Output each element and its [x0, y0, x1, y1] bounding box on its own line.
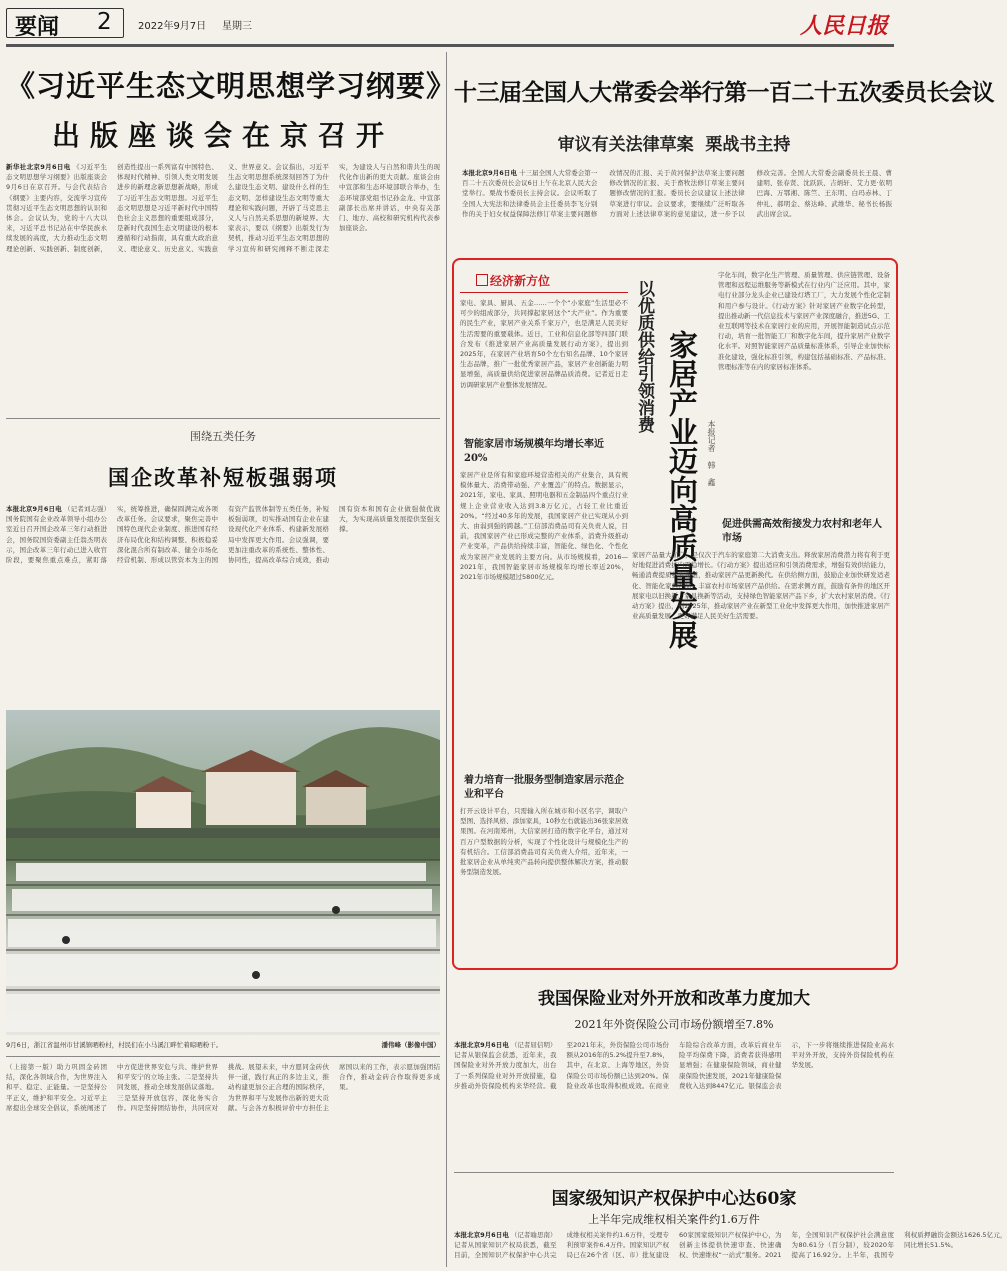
article-body: [6, 162, 440, 422]
body-text: （记者刘志强）国务院国有企业改革领导小组办公室近日召开国企改革三年行动推进会，国务院国资委副主任翁杰明表示，国企改革三年行动已进入收官阶段，要聚焦重点难点，紧盯落实，统筹推进，确保圆满完成各项改革任务。会议要求，聚焦完善中国特色现代企业制度、推进国有经济布局优化和结构调整、积极稳妥深化混合所有制改革、健全市场化经营机制、形成以管资本为主的国有资产监管体制等五类任务，补短板强弱项，切实推动国有企业在建设现代化产业体系、构建新发展格局中发挥更大作用。会议强调，要更加注重改革的系统性、整体性、协同性，提高改革综合成效，推动国有资本和国有企业做强做优做大，为实现高质量发展提供坚强支撑。: [6, 505, 440, 565]
subheadline: 2021年外资保险公司市场份额增至7.8%: [574, 1018, 774, 1031]
section1-text: 家居产业是所有和家庭环境营造相关的产业集合，具有规模体量大、消费带动强、产业覆盖广的特点。数据显示，2021年，家电、家具、照明电器和五金制品四个重点行业规上企业营业收入达到3.8万亿元，占轻工业比重近20%。“经过40多年的发展，我国家居产业已实现从小到大、由弱到强的跨越。”工信部消费品司有关负责人说，目前，我国家居产业已形成完整的产业体系，消费升级推动产业变革，产品供给持续丰富，智能化、绿色化、个性化成为家居产业发展的主要方向。从市场规模看，2016—2021年，我国智能家居市场规模年均增长率近20%，2021年市场规模超过5800亿元。: [460, 471, 628, 582]
section1-title: 智能家居市场规模年均增长率近20%: [464, 439, 604, 464]
page-number: 2: [97, 9, 112, 35]
body-text: （上接第一版）助力巩固金砖团结，深化各领域合作，为世界注入和平、稳定、正能量。一是坚持公平正义，维护和平安全。习近平主席提出全球安全倡议，系统阐述了中方促进世界安危与共、维护世界和平安宁的立场主张。二是坚持共同发展，推动全球发展倡议落地。三是坚持开放包容，深化务实合作。四是坚持团结协作，共同应对挑战。展望未来，中方愿同金砖伙伴一道，践行真正的多边主义，推动构建更加公正合理的国际秩序，为世界和平与发展作出新的更大贡献。与会各方积极评价中方担任主席国以来的工作，表示愿加强团结合作，推动金砖合作取得更多成果。: [6, 1063, 440, 1112]
headline: 国企改革补短板强弱项: [108, 465, 338, 490]
newspaper-logo: 人民日报: [800, 13, 889, 39]
feature-headline: 家居产业迈向高质量发展: [665, 330, 699, 649]
headline: 《习近平生态文明思想学习纲要》: [6, 69, 457, 103]
dateline: 本报北京9月6日电: [6, 505, 62, 513]
continued-article: [6, 1062, 440, 1267]
photo-illustration: [6, 710, 440, 1035]
dateline: 本报北京9月6日电: [454, 1041, 509, 1049]
headline: 十三届全国人大常委会举行第一百二十五次委员长会议: [454, 79, 994, 106]
body-text: 十三届全国人大常委会第一百二十五次委员长会议6日上午在北京人民大会堂举行。栗战书委员长主持会议。会议听取了全国人大宪法和法律委员会主任委员李飞分别作的关于妇女权益保障法修订草案主要问题修改情况的汇报、关于黄河保护法草案主要问题修改情况的汇报、关于畜牧法修订草案主要问题修改情况的汇报。委员长会议建议上述法律草案进行审议。会议要求，要继续广泛听取各方面对上述法律草案的意见建议，进一步予以修改完善。全国人大常委会副委员长王晨、曹建明、张春贤、沈跃跃、吉炳轩、艾力更·依明巴海、万鄂湘、陈竺、王东明、白玛赤林、丁仲礼、郝明金、蔡达峰、武维华、秘书长杨振武出席会议。: [462, 169, 892, 218]
section3-body: [632, 550, 890, 962]
masthead: [0, 0, 900, 44]
soe-reform-article: [6, 422, 440, 704]
section2-title: 着力培育一批服务型制造家居示范企业和平台: [464, 775, 624, 800]
subheadline: 上半年完成维权相关案件约1.6万件: [588, 1213, 760, 1226]
photo-credit: 潘伟峰（影像中国）: [381, 1041, 440, 1049]
issue-date: 2022年9月7日: [138, 21, 207, 32]
feature-article: [452, 258, 898, 970]
news-photo: [6, 710, 440, 1035]
body-text: 《习近平生态文明思想学习纲要》出版座谈会9月6日在京召开。与会代表结合《纲要》主要内容，交流学习宣传贯彻习近平生态文明思想的认识和体会。会议认为，党的十八大以来，习近平总书记站在中华民族永续发展的高度，大力推动生态文明理论创新、实践创新、制度创新，创造性提出一系列富有中国特色、体现时代精神、引领人类文明发展进步的新理念新思想新战略，形成了习近平生态文明思想。习近平生态文明思想是习近平新时代中国特色社会主义思想的重要组成部分，是新时代我国生态文明建设的根本遵循和行动指南，具有重大政治意义、理论意义、历史意义、实践意义、世界意义。会议指出，习近平生态文明思想系统深刻回答了为什么建设生态文明、建设什么样的生态文明、怎样建设生态文明等重大理论和实践问题，开辟了马克思主义人与自然关系思想的新境界。大家表示，要以《纲要》出版发行为契机，推动习近平生态文明思想的学习宣传和研究阐释不断走深走实，为建设人与自然和谐共生的现代化作出新的更大贡献。座谈会由中宣部和生态环境部联合举办，生态环境部党组书记孙金龙、中宣部副部长出席并讲话，中央有关部门、地方、高校和研究机构代表参加座谈会。: [6, 163, 440, 253]
feature-intro: [460, 298, 628, 438]
caption-text: 9月6日，浙江省温州市甘溪镇晒粉村，村民们在小马溪江畔忙着晾晒粉干。: [6, 1041, 223, 1049]
issue-weekday: 星期三: [222, 21, 252, 32]
section2-body: [460, 806, 628, 962]
article-body: [454, 1230, 1007, 1268]
lead-article-right: [454, 52, 994, 252]
article-body: [454, 1040, 894, 1168]
dateline: 本报北京9月6日电: [462, 169, 517, 177]
section3-text: 家居产品量大面广，是仅次于汽车的家庭第二大消费支出。释放家居消费潜力将有利于更好地促进消费扩内需稳增长。《行动方案》提出适应和引领消费需求，增强有效供给能力，畅通消费提质扩容渠道，推动家居产品更新换代。在供给侧方面，鼓励企业加快研发适老化、智能化家居产品，丰富农村市场家居产品供给。在需求侧方面，鼓励有条件的地区开展家电以旧换新、家具换新等活动，支持绿色智能家居产品下乡，扩大农村家居消费。《行动方案》提出，到2025年，推动家居产业在新型工业化中发挥更大作用，加快推进家居产业高质量发展，更好满足人民美好生活需要。: [632, 551, 890, 621]
column-tag: [476, 272, 550, 289]
body-text: （记者喻思南）记者从国家知识产权局获悉，截至目前，全国知识产权保护中心共完成维权相关案件约1.6万件，受理专利预审案件6.4万件。国家知识产权局已在26个省（区、市）批复建设60家国家级知识产权保护中心，为创新主体提供快速审查、快速确权、快速维权“一站式”服务。2021年，全国知识产权保护社会满意度为80.61分（百分制），较2020年提高了16.92分。上半年，我国专利权质押融资金额达1626.5亿元，同比增长51.5%。: [454, 1231, 1007, 1260]
insurance-article: [454, 974, 894, 1172]
col2-text: 字化车间，数字化生产管理、质量管理、供应链管理、设备管理和远程运维服务等新模式在行业内广泛应用。其中，家电行业部分龙头企业已建设灯塔工厂，大力发展个性化定制和用户参与设计。《行动方案》针对家居产业数字化转型，提出推动新一代信息技术与家居产业深度融合，推进5G、工业互联网等技术在家居行业的应用，开展智能制造试点示范行动，培育一批智能工厂和数字化车间，提升家居产业数字化水平。对照智能家居产品质量标准体系，引导企业加快标准化建设，强化标准引领，构建包括基础标准、产品标准、管理标准等在内的家居标准体系。: [718, 271, 890, 371]
kicker: 围绕五类任务: [190, 430, 256, 443]
headline: 国家级知识产权保护中心达60家: [551, 1189, 797, 1209]
subheadline: 出版座谈会在京召开: [51, 119, 394, 152]
subheadline: 审议有关法律草案 栗战书主持: [557, 135, 791, 155]
headline: 我国保险业对外开放和改革力度加大: [538, 989, 810, 1009]
feature-col2: [718, 270, 890, 520]
dateline: 本报北京9月6日电: [454, 1231, 509, 1239]
column-tag-icon: [476, 274, 488, 286]
intro-text: 家电、家具、厨具、五金……一个个“小家庭”生活里必不可少的组成部分，共同撑起家居这个“大产业”。作为重要的民生产业，家居产业关系千家万户，也是满足人民美好生活需要的重要载体。近日，工业和信息化部等四部门联合发布《推进家居产业高质量发展行动方案》，提出到2025年，在家居产业培育50个左右知名品牌、10个家居生态品牌，推广一批优秀家居产品，家居产业创新能力明显增强，高质量供给促进家居品牌品质消费。记者近日走访调研家居产业整体发展情况。: [460, 299, 628, 389]
tagline: 以优质供给引领消费: [634, 280, 654, 433]
byline: 本报记者 韩 鑫: [707, 420, 716, 486]
section-name: 要闻: [15, 15, 60, 40]
ip-article: [454, 1176, 1007, 1268]
article-body: [6, 504, 440, 702]
section3-title: 促进供需高效衔接发力农村和老年人市场: [722, 519, 882, 544]
column-name: 经济新方位: [490, 274, 551, 288]
photo-caption: [6, 1040, 440, 1054]
section-label: [6, 8, 124, 38]
body-text: （记者屈信明）记者从银保监会获悉，近年来，我国保险业对外开放力度加大，出台了一系列保险业对外开放措施，稳步推动外资保险机构来华经营。截至2021年末，外资保险公司市场份额从2016年的5.2%提升至7.8%，其中，在北京、上海等地区，外资保险公司市场份额已达到20%。保险业改革也取得积极成效。在商业车险综合改革方面，改革后商业车险平均保费下降，消费者获得感明显增强；在健康保险领域，商业健康保险快速发展，2021年健康险保费收入达到8447亿元。银保监会表示，下一步将继续推进保险业高水平对外开放，支持外资保险机构在华发展。: [454, 1041, 894, 1090]
dateline: 新华社北京9月6日电: [6, 163, 71, 171]
lead-article-left: [6, 52, 457, 420]
article-body: [462, 168, 892, 250]
section2-text: 打开云设计平台，只需输入所在城市和小区名字，调取户型图、选择风格、添加家具，10秒左右就能出36张家居效果图。在河南郑州，大信家居打造的数字化平台，通过对百万户型数据的分析，实现了个性化设计与规模化生产的有机结合。工信部消费品司有关负责人介绍，近年来，一批家居企业从单纯卖产品转向提供整体解决方案，推动服务型制造发展。: [460, 807, 628, 877]
section1-body: [460, 470, 628, 770]
